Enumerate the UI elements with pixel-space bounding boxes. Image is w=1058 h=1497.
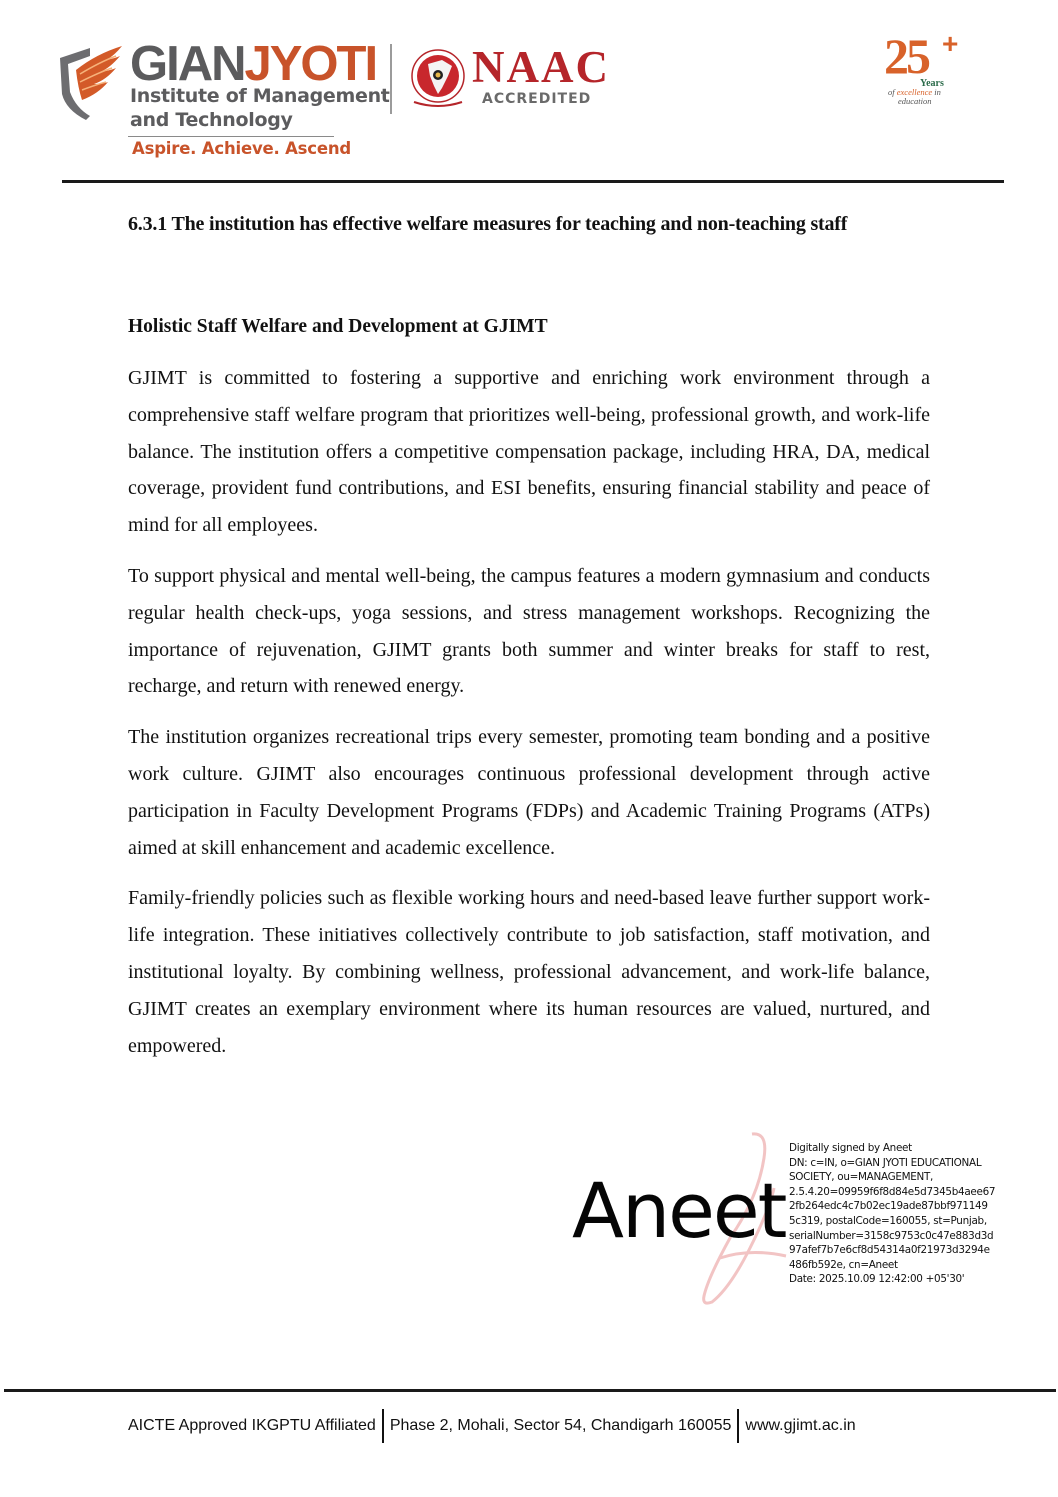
shield-wing-icon: [56, 44, 128, 122]
signature-details: Digitally signed by Aneet DN: c=IN, o=GIAN JYOTI EDUCATIONAL SOCIETY, ou=MANAGEMENT, 2.5.4.20=09959f6f8d84e5d7345b4aee67 2fb264edc4c7b02ec19ade87bbf971149 5c319, postalCode=160055, st=Punjab, serialNumber=3158c9753c0c47e883d3d 97afef7b7e6cf8d54314a0f21973d3294e 486fb592e, cn=Aneet Date: 2025.10.09 12:42:00 +05'30': [789, 1142, 996, 1286]
anniversary-plus: +: [942, 28, 959, 59]
paragraph: The institution organizes recreational trips every semester, promoting team bonding and a positive work culture. GJIMT also encourages continuous professional development through active participation in Faculty Development Programs (FDPs) and Academic Training Programs (ATPs) aimed at skill enhancement and academic excellence.: [128, 726, 930, 859]
signer-name: Aneet: [572, 1166, 786, 1255]
section-heading: 6.3.1 The institution has effective welfare measures for teaching and non-teaching staff: [128, 213, 848, 235]
naac-seal-icon: [408, 48, 468, 110]
brand-name-part2: JYOTI: [244, 37, 377, 91]
footer-website-link[interactable]: www.gjimt.ac.in: [745, 1417, 856, 1434]
article-title: Holistic Staff Welfare and Development at GJIMT: [128, 316, 548, 337]
anniversary-label: Years: [920, 78, 944, 89]
brand-subtitle-line2: and Technology: [130, 109, 293, 131]
brand-name-part1: GIAN: [130, 37, 245, 91]
footer-address: Phase 2, Mohali, Sector 54, Chandigarh 160055: [389, 1417, 732, 1434]
page-footer: [128, 1409, 856, 1443]
anniversary-tagline-suffix: in: [934, 87, 941, 97]
anniversary-badge: [884, 28, 980, 114]
anniversary-number: 25: [884, 28, 928, 84]
naac-title: NAAC: [472, 42, 610, 92]
footer-affiliation: AICTE Approved IKGPTU Affiliated: [128, 1417, 376, 1434]
paragraph: GJIMT is committed to fostering a supportive and enriching work environment through a comprehensive staff welfare program that prioritizes well-being, professional growth, and work-life balance. The institution offers a competitive compensation package, including HRA, DA, medical coverage, provident fund contributions, and ESI benefits, ensuring financial stability and peace of mind for all employees.: [128, 367, 930, 537]
header-rule: [62, 180, 1004, 183]
footer-rule: [4, 1389, 1056, 1392]
article-body: [128, 360, 930, 1078]
brand-divider: [128, 136, 334, 137]
footer-separator: [737, 1409, 739, 1443]
anniversary-tagline-highlight: excellence: [896, 87, 933, 97]
paragraph: Family-friendly policies such as flexible working hours and need-based leave further support work-life integration. These initiatives collectively contribute to job satisfaction, staff motivation, and institutional loyalty. By combining wellness, professional advancement, and work-life balance, GJIMT creates an exemplary environment where its human resources are valued, nurtured, and empowered.: [128, 887, 930, 1057]
anniversary-tagline-prefix: of: [888, 87, 895, 97]
logo-divider: [390, 44, 392, 114]
institute-logo: [56, 37, 390, 166]
anniversary-tagline-line2: education: [898, 96, 932, 106]
naac-logo: [404, 42, 619, 116]
brand-tagline: Aspire. Achieve. Ascend: [132, 139, 352, 158]
paragraph: To support physical and mental well-being, the campus features a modern gymnasium and conducts regular health check-ups, yoga sessions, and stress management workshops. Recognizing the importance of rejuvenation, GJIMT grants both summer and winter breaks for staff to rest, recharge, and return with renewed energy.: [128, 564, 930, 698]
brand-subtitle-line1: Institute of Management: [130, 85, 390, 107]
naac-subtitle: ACCREDITED: [482, 91, 592, 107]
footer-separator: [382, 1409, 384, 1443]
